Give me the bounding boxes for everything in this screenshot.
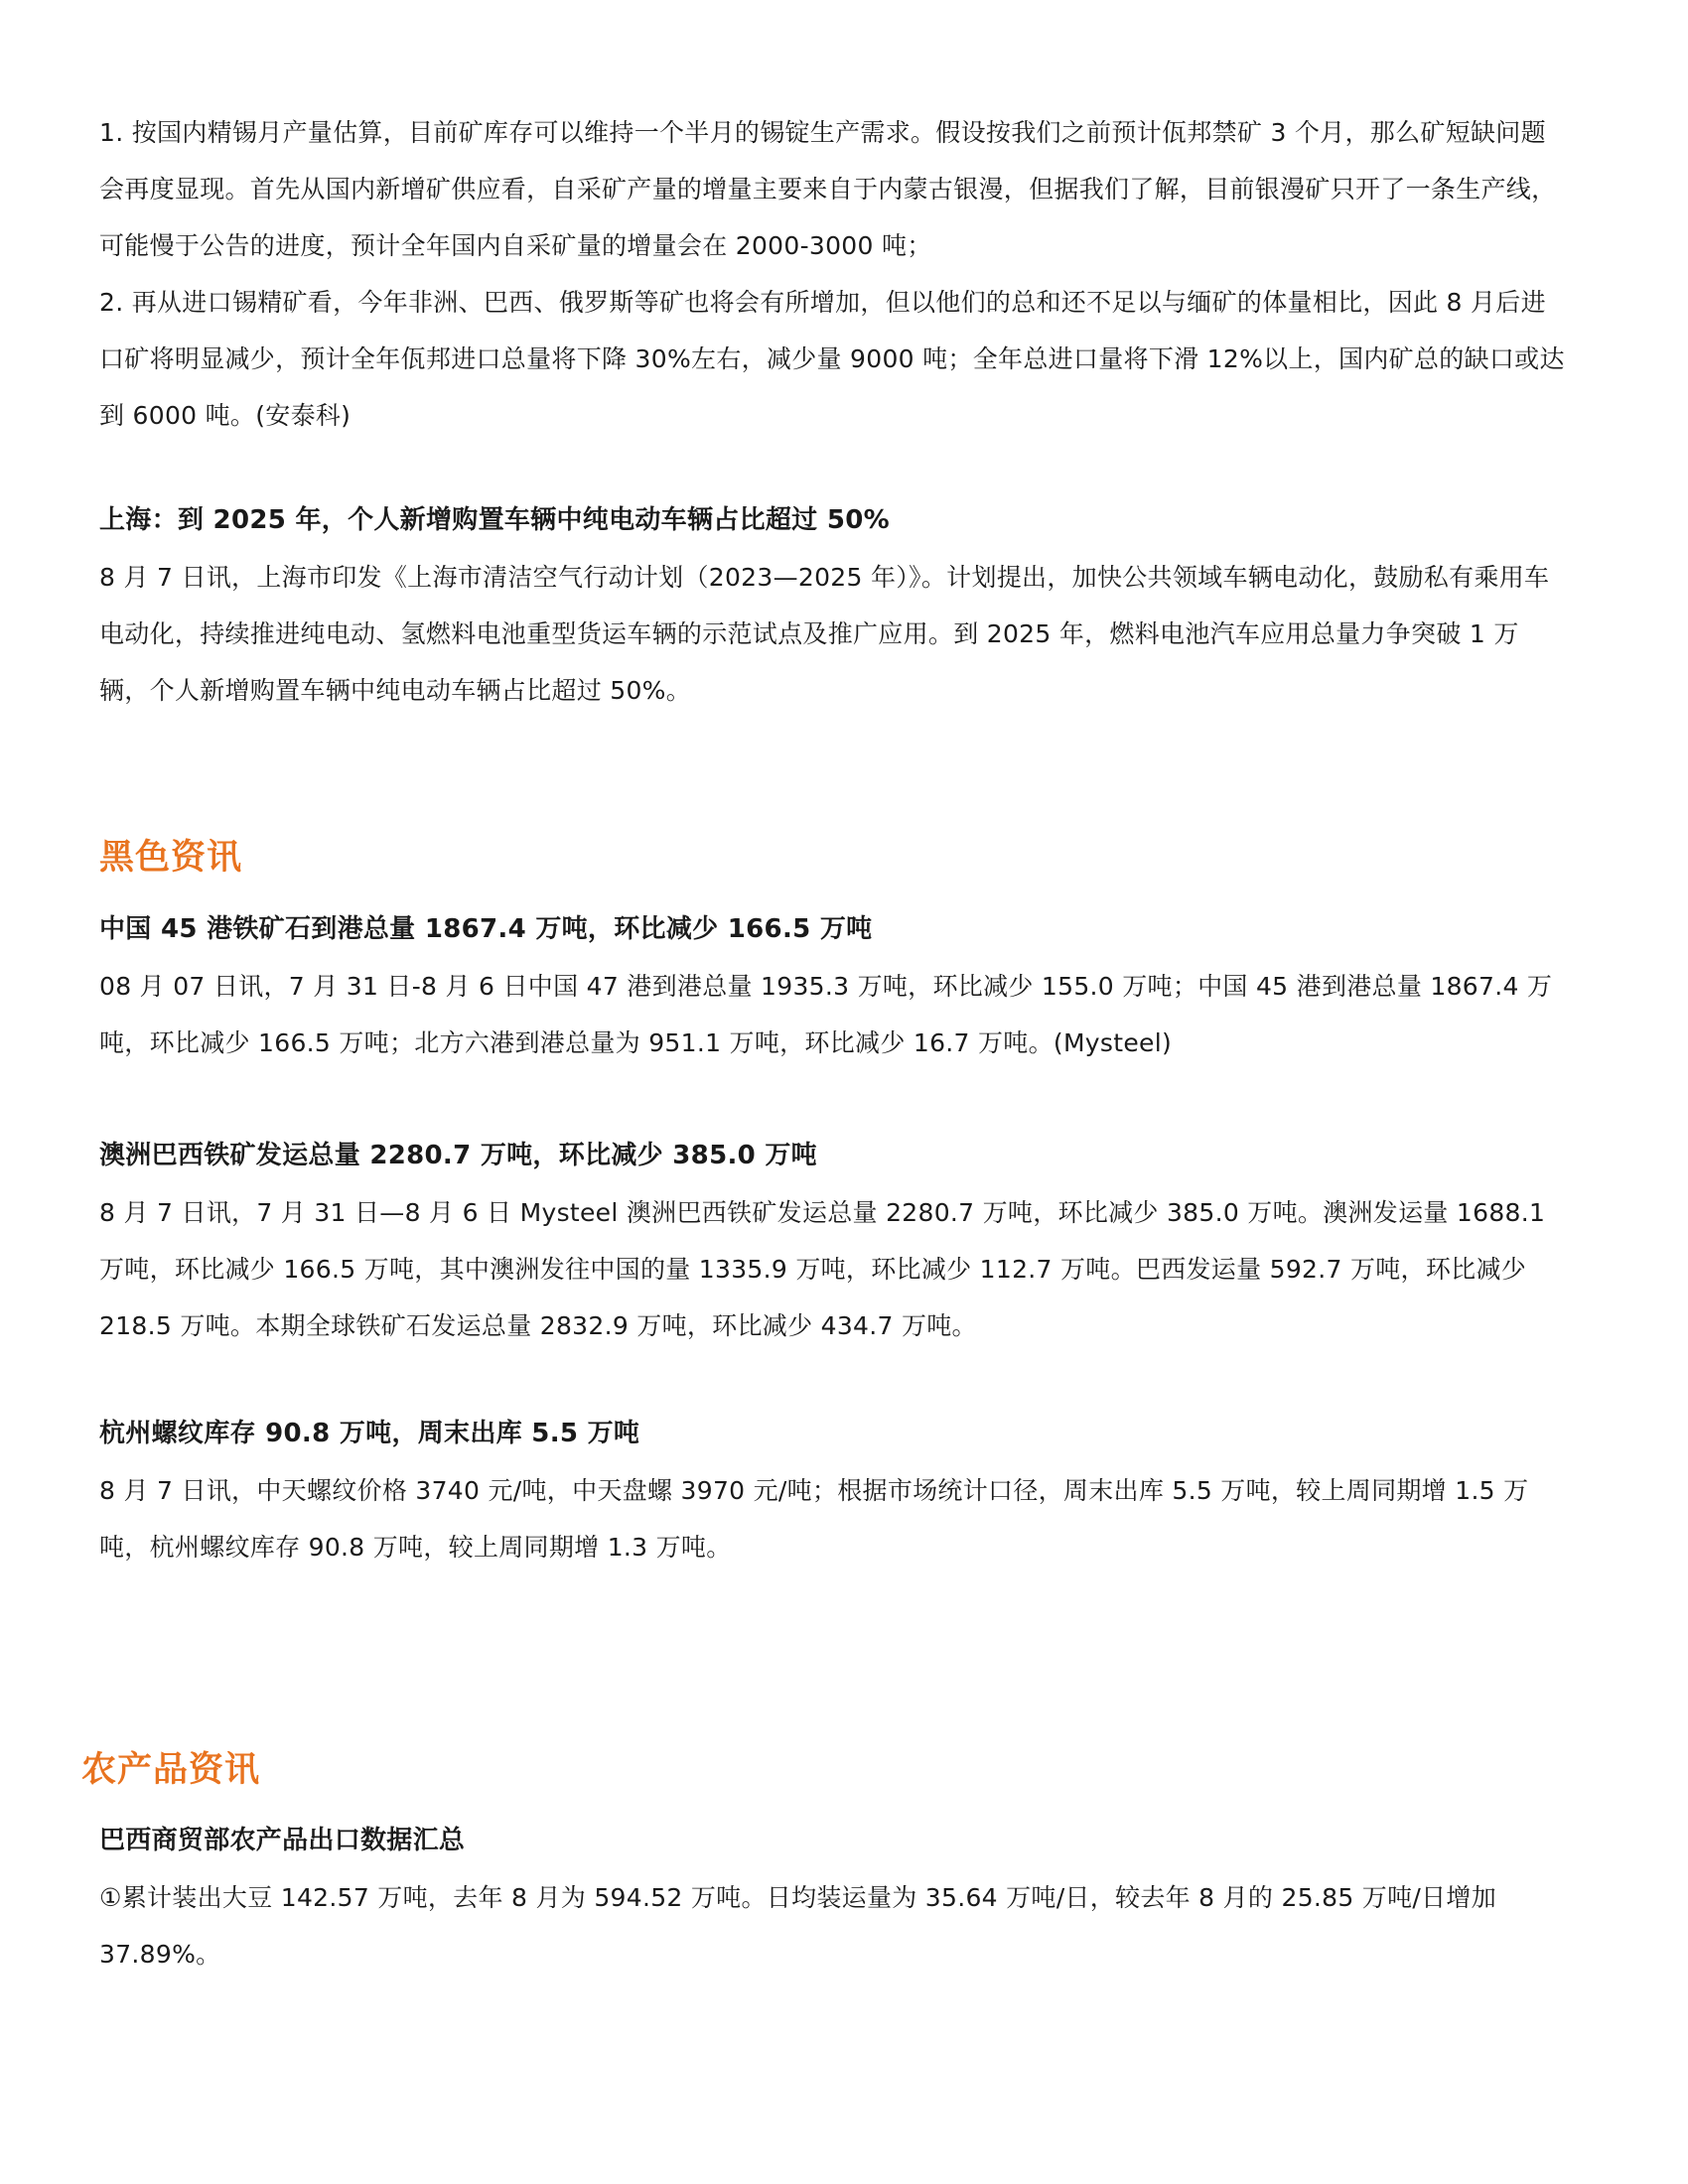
black-news-item-3 bbox=[99, 1406, 1569, 1575]
agri-news-header bbox=[81, 1744, 1551, 1796]
shanghai-news-body: 8 月 7 日讯，上海市印发《上海市清洁空气行动计划（2023—2025 年）》。计划提出，加快公共领域车辆电动化，鼓励私有乘用车电动化，持续推进纯电动、氢燃料电池重型货运车辆的示范试点及推广应用。到 2025 年，燃料电池汽车应用总量力争突破 1 万辆，个人新增购置车辆中纯电动车辆占比超过 50%。 bbox=[99, 563, 1550, 705]
black-news-item-1-body: 08 月 07 日讯，7 月 31 日-8 月 6 日中国 47 港到港总量 1935.3 万吨，环比减少 155.0 万吨；中国 45 港到港总量 1867.4 万吨，环比减少 166.5 万吨；北方六港到港总量为 951.1 万吨，环比减少 16.7 万吨。(Mysteel) bbox=[99, 972, 1553, 1057]
agri-news-item-1 bbox=[99, 1813, 1569, 1982]
black-news-item-3-body: 8 月 7 日讯，中天螺纹价格 3740 元/吨，中天盘螺 3970 元/吨；根据市场统计口径，周末出库 5.5 万吨，较上周同期增 1.5 万吨，杭州螺纹库存 90.8 万吨，较上周同期增 1.3 万吨。 bbox=[99, 1476, 1529, 1562]
agri-news-item-1-body: ①累计装出大豆 142.57 万吨，去年 8 月为 594.52 万吨。日均装运量为 35.64 万吨/日，较去年 8 月的 25.85 万吨/日增加 37.89%。 bbox=[99, 1883, 1497, 1969]
agri-news-item-1-title: 巴西商贸部农产品出口数据汇总 bbox=[99, 1826, 466, 1855]
black-news-item-1-title: 中国 45 港铁矿石到港总量 1867.4 万吨，环比减少 166.5 万吨 bbox=[99, 914, 873, 944]
black-news-item-2-title: 澳洲巴西铁矿发运总量 2280.7 万吨，环比减少 385.0 万吨 bbox=[99, 1141, 817, 1170]
shanghai-news bbox=[99, 492, 1569, 719]
black-news-header bbox=[99, 832, 1569, 884]
shanghai-news-title: 上海：到 2025 年，个人新增购置车辆中纯电动车辆占比超过 50% bbox=[99, 505, 890, 535]
black-news-item-1 bbox=[99, 901, 1569, 1071]
black-news-item-2-body: 8 月 7 日讯，7 月 31 日—8 月 6 日 Mysteel 澳洲巴西铁矿发运总量 2280.7 万吨，环比减少 385.0 万吨。澳洲发运量 1688.1 万吨，环比减少 166.5 万吨，其中澳洲发往中国的量 1335.9 万吨，环比减少 112.7 万吨。巴西发运量 592.7 万吨，环比减少 218.5 万吨。本期全球铁矿石发运总量 2832.9 万吨，环比减少 434.7 万吨。 bbox=[99, 1198, 1546, 1340]
black-news-item-2 bbox=[99, 1128, 1569, 1354]
intro-paragraph-2: 2. 再从进口锡精矿看，今年非洲、巴西、俄罗斯等矿也将会有所增加，但以他们的总和还不足以与缅矿的体量相比，因此 8 月后进口矿将明显减少，预计全年佤邦进口总量将下降 30%左右，减少量 9000 吨；全年总进口量将下滑 12%以上，国内矿总的缺口或达到 6000 吨。(安泰科) bbox=[99, 288, 1565, 430]
intro-section bbox=[99, 104, 1569, 444]
black-news-heading: 黑色资讯 bbox=[99, 838, 243, 878]
black-news-item-3-title: 杭州螺纹库存 90.8 万吨，周末出库 5.5 万吨 bbox=[99, 1419, 640, 1448]
agri-news-heading: 农产品资讯 bbox=[81, 1750, 261, 1790]
intro-paragraph-1: 1. 按国内精锡月产量估算，目前矿库存可以维持一个半月的锡锭生产需求。假设按我们之前预计佤邦禁矿 3 个月，那么矿短缺问题会再度显现。首先从国内新增矿供应看，自采矿产量的增量主要来自于内蒙古银漫，但据我们了解，目前银漫矿只开了一条生产线，可能慢于公告的进度，预计全年国内自采矿量的增量会在 2000-3000 吨； bbox=[99, 118, 1557, 260]
